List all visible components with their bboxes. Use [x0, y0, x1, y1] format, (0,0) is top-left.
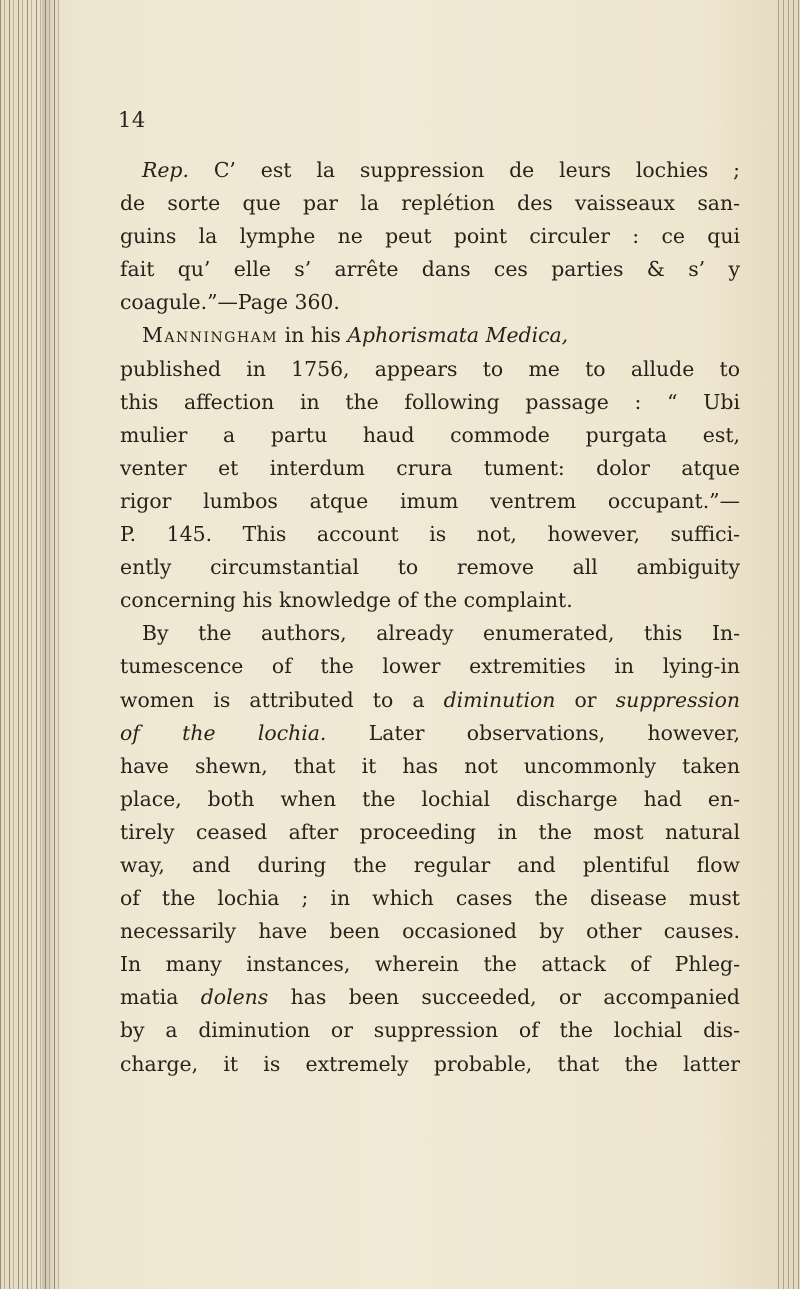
text-line: place, both when the lochial discharge had en- — [120, 786, 740, 811]
text-line: of the lochia. Later observations, however, — [120, 720, 740, 745]
text-line: de sorte que par la replétion des vaisseaux san- — [120, 191, 740, 216]
page-binding-left — [0, 0, 60, 1289]
text-line: venter et interdum crura tument: dolor atque — [120, 455, 740, 480]
text-line: mulier a partu haud commode purgata est, — [120, 422, 740, 447]
page-binding-right — [778, 0, 800, 1289]
text-line: Manningham in his Aphorismata Medica, — [142, 323, 569, 348]
page-number: 14 — [118, 108, 146, 132]
text-line: Rep. C’ est la suppression de leurs lochies ; — [142, 158, 740, 182]
text-line: by a diminution or suppression of the lochial dis- — [120, 1018, 740, 1043]
text-line: tumescence of the lower extremities in lying-in — [120, 654, 740, 679]
text-line: charge, it is extremely probable, that the latter — [120, 1051, 740, 1076]
text-line: By the authors, already enumerated, this In- — [142, 621, 740, 646]
text-line: women is attributed to a diminution or suppression — [120, 687, 740, 712]
text-line: fait qu’ elle s’ arrête dans ces parties & s’ y — [120, 257, 740, 282]
text-line: of the lochia ; in which cases the disease must — [120, 886, 740, 911]
text-line: rigor lumbos atque imum ventrem occupant.”— — [120, 488, 740, 513]
text-line: P. 145. This account is not, however, suffici- — [120, 522, 740, 547]
text-line: ently circumstantial to remove all ambiguity — [120, 555, 740, 580]
text-line: guins la lymphe ne peut point circuler : ce qui — [120, 224, 740, 249]
text-line: way, and during the regular and plentiful flow — [120, 852, 740, 877]
body-text — [120, 154, 740, 1081]
text-line: matia dolens has been succeeded, or accompanied — [120, 985, 740, 1010]
text-line: necessarily have been occasioned by other causes. — [120, 919, 740, 944]
text-line: published in 1756, appears to me to allude to — [120, 356, 740, 381]
text-line: tirely ceased after proceeding in the most natural — [120, 819, 740, 844]
text-line: In many instances, wherein the attack of Phleg- — [120, 952, 740, 977]
text-line: have shewn, that it has not uncommonly taken — [120, 753, 740, 778]
text-line: coagule.”—Page 360. — [120, 290, 340, 315]
text-line: concerning his knowledge of the complaint. — [120, 588, 573, 613]
text-line: this affection in the following passage : “ Ubi — [120, 389, 740, 414]
